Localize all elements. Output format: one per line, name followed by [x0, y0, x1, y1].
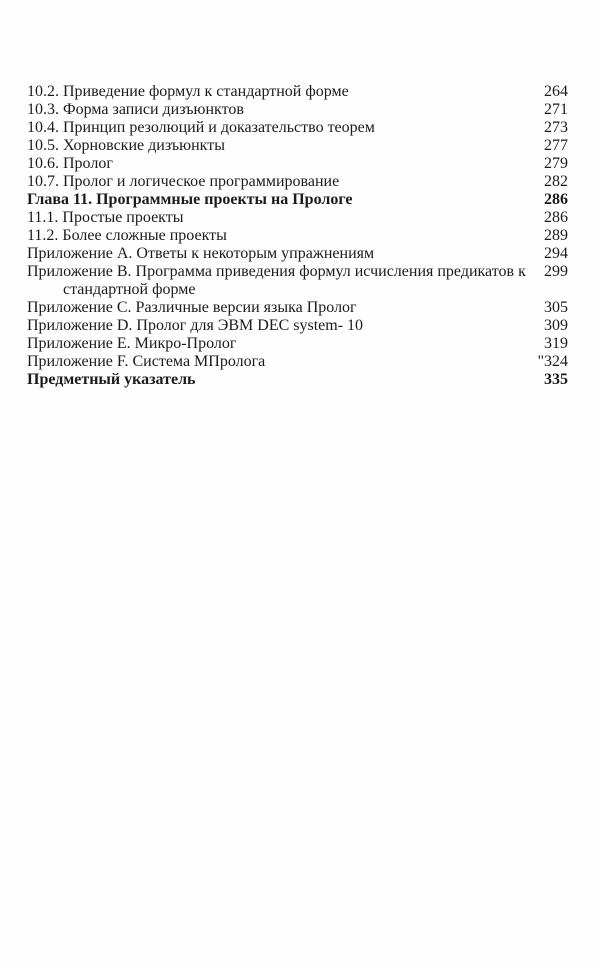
toc-entry-title-block [27, 227, 524, 245]
toc-entry-title-block [27, 371, 524, 389]
toc-entry-page: 264 [544, 83, 568, 100]
toc-entry [27, 353, 568, 371]
toc-entry-title-block [27, 263, 524, 299]
toc-entry-page: 294 [544, 245, 568, 262]
toc-entry [27, 137, 568, 155]
toc-entry-page: 289 [544, 227, 568, 244]
toc-entry-title: Приложение C. Различные версии языка Пролог [27, 299, 357, 316]
toc-entry-title: Предметный указатель [27, 371, 196, 388]
toc-entry [27, 299, 568, 317]
toc-entry-title: 11.1. Простые проекты [27, 209, 184, 226]
toc-entry [27, 83, 568, 101]
toc-entry-page: 273 [544, 119, 568, 136]
toc-entry [27, 317, 568, 335]
toc-entry-title-block [27, 173, 524, 191]
toc-entry [27, 191, 568, 209]
toc-entry-title-block [27, 317, 524, 335]
toc-entry-title: 11.2. Более сложные проекты [27, 227, 227, 244]
toc-entry-page: 277 [544, 137, 568, 154]
toc-entry [27, 335, 568, 353]
toc-entry-continuation: стандартной форме [63, 281, 196, 298]
toc-entry-title-block [27, 335, 524, 353]
toc-entry [27, 155, 568, 173]
toc-entry-page: 282 [544, 173, 568, 190]
toc-entry-page: "324 [537, 353, 568, 370]
toc-entry-title: 10.7. Пролог и логическое программирование [27, 173, 340, 190]
toc-entry-title-block [27, 155, 524, 173]
toc-entry [27, 209, 568, 227]
toc-entry [27, 173, 568, 191]
toc-entry-title-block [27, 353, 524, 371]
toc-entry-page: 279 [544, 155, 568, 172]
toc-entry-title: Глава 11. Программные проекты на Прологе [27, 191, 353, 208]
toc-entry [27, 371, 568, 389]
toc-entry-title: 10.4. Принцип резолюций и доказательство теорем [27, 119, 375, 136]
toc-entry-title: Приложение D. Пролог для ЭВМ DEC system- 10 [27, 317, 364, 334]
toc-entry-title-block [27, 299, 524, 317]
toc-entry [27, 119, 568, 137]
toc-entry-title: Приложение B. Программа приведения формул исчисления предикатов к [27, 263, 526, 280]
toc-entry-title: 10.5. Хорновские дизъюнкты [27, 137, 225, 154]
toc-entry-title: 10.2. Приведение формул к стандартной форме [27, 83, 349, 100]
toc-entry-page: 286 [544, 209, 568, 226]
toc-entry-page: 299 [544, 263, 568, 280]
toc-entry-title-block [27, 101, 524, 119]
toc-entry-title-block [27, 245, 524, 263]
toc-entry [27, 227, 568, 245]
toc-entry [27, 245, 568, 263]
toc-entry-page: 271 [544, 101, 568, 118]
toc-entry-title: 10.6. Пролог [27, 155, 113, 172]
toc-entry-title: Приложение A. Ответы к некоторым упражнениям [27, 245, 375, 262]
toc-entry-title-block [27, 209, 524, 227]
toc-entry-page: 305 [544, 299, 568, 316]
toc-entry-title: Приложение E. Микро-Пролог [27, 335, 237, 352]
toc-entry-title: Приложение F. Система МПролога [27, 353, 266, 370]
table-of-contents [27, 83, 568, 389]
toc-entry-title-block [27, 191, 524, 209]
toc-entry-title: 10.3. Форма записи дизъюнктов [27, 101, 244, 118]
toc-entry [27, 263, 568, 299]
toc-entry-page: 309 [544, 317, 568, 334]
toc-entry-title-block [27, 83, 524, 101]
toc-entry [27, 101, 568, 119]
toc-entry-title-block [27, 119, 524, 137]
toc-entry-title-block [27, 137, 524, 155]
toc-entry-page: 319 [544, 335, 568, 352]
toc-entry-page: 335 [544, 371, 568, 388]
toc-entry-page: 286 [544, 191, 568, 208]
